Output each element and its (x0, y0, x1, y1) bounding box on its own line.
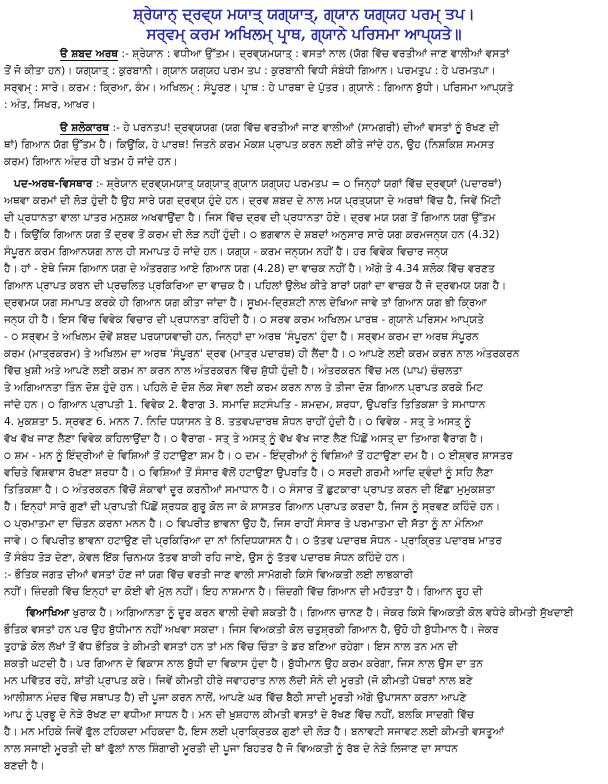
body-line: ਤੋਂ ਸੰਬੰਧ ਤੋੜ ਦੇਣਾ, ਕੇਵਲ ਇੱਕ ਚਿਨਮਯ ਤੱਤਵ ਬਾਕੀ ਰਹਿ ਜਾਏ, ਉਸ ਨੂੰ ਤੱਤਵ ਪਦਾਰਥ ਸੋਧਨ ਕਹਿੰਦੇ ਹਨ। (4, 552, 406, 564)
body-line: ਵਚਿਤੇ ਵਿਸ਼ਵਾਸ ਰੱਖਣਾ ਸ਼ਰਧਾ ਹੈ। ੦ ਵਿਸ਼ਿਆਂ ਤੋਂ ਸੰਸਾਰ ਵੱਲੋਂ ਹਟਾਉਣਾ ਉਪਰਤਿ ਹੈ। ੦ ਸਰਦੀ ਗਰਮੀ ਆਦਿ ਦ੍ਵੰਦਾਂ ਨੂੰ ਸਹਿ ਲੈਣਾ (4, 467, 494, 479)
body-line: ਹੈ। ਹਾਂ - ਏਥੇ ਜਿਸ ਗਿਆਨ ਯਗ ਦੇ ਅੰਤਰਗਤ ਆਏ ਗਿਆਨ ਯਗ (4.28) ਦਾ ਵਾਚਕ ਨਹੀਂ ਹੈ। ਅੱਗੇ ਤੇ 4.34 ਸ਼ਲੋਕ ਵਿੱਚ ਵਰਣਤ (4, 263, 495, 275)
body-line: ਵੱਖ ਵੱਖ ਜਾਣ ਲੈਣਾ ਵਿਵੇਕ ਕਹਿਲਾਉਂਦਾ ਹੈ। ੦ ਵੈਰਾਗ - ਸਤ੍ ਤੇ ਅਸਤ੍ ਨੂੰ ਵੱਖ ਵੱਖ ਜਾਣ ਲੈਣ ਪਿੱਛੋਂ ਅਸਤ੍ ਦਾ ਤਿਆਗ ਵੈਰਾਗ ਹੈ। (4, 433, 484, 445)
body-line: : ਅੰਤ, ਸਿਖਰ, ਆਖਰ। (4, 99, 96, 111)
body-line: ਨਾਲ ਸਜਾਈ ਮੂਰਤੀ ਦੀ ਥਾਂ ਫੁੱਲਾਂ ਨਾਲ ਸ਼ਿੰਗਾਰੀ ਮੂਰਤੀ ਦੀ ਪੂਜਾ ਬਿਹਤਰ ਹੈ ਜੋ ਵਿਅਕਤੀ ਨੂੰ ਰੱਬ ਦੇ ਨੇੜੇ ਲਿਜਾਣ ਦਾ ਸਾਧਨ (4, 743, 458, 755)
body-line: ਵਿੱਚ ਖ਼ੁਸ਼ੀ ਅਤੇ ਆਪਣੇ ਲਈ ਕਰਮ ਨਾ ਕਰਨ ਨਾਲ ਅੰਤਰਕਰਨ ਵਿੱਚ ਸ਼ੁੱਧੀ ਹੁੰਦੀ ਹੈ। ਅੰਤਰਕਰਨ ਵਿੱਚ ਮਲ (ਪਾਪ) ਚੰਚਲਤਾ (4, 365, 463, 377)
body-line: - ੦ ਸਰ੍ਵਮ ਤੇ ਅਖਿਲਮ ਦੋਵੇਂ ਸ਼ਬਦ ਪਰਯਾਯਵਾਚੀ ਹਨ, ਜਿਨ੍ਹਾਂ ਦਾ ਅਰਥ 'ਸੰਪੂਰਨ' ਹੁੰਦਾ ਹੈ। ਸਰ੍ਵਮ ਕਰਮ ਦਾ ਅਰਥ ਸੰਪੂਰਨ (4, 331, 479, 343)
body-line: :- ਭੌਤਿਕ ਜਗਤ ਦੀਆਂ ਵਸਤਾਂ ਹੋਣ ਜਾਂ ਯਗ ਵਿੱਚ ਵਰਤੀ ਜਾਣ ਵਾਲੀ ਸਾਮੱਗਰੀ ਕਿਸੇ ਵਿਅਕਤੀ ਲਈ ਲਾਭਕਾਰੀ (4, 569, 414, 581)
shabad-arth-label: ੳ ਸ਼ਬਦ ਅਰਥ (60, 48, 119, 60)
body-line: ਦ੍ਰਵਮਯ ਯਗ ਸਮਾਪਤ ਕਰਕੇ ਹੀ ਗਿਆਨ ਯਗ ਕੀਤਾ ਜਾਂਦਾ ਹੈ। ਸੂਖਮ-ਦ੍ਰਿਸ਼ਟੀ ਨਾਲ ਦੇਖਿਆ ਜਾਵੇ ਤਾਂ ਗਿਆਨ ਯਗ ਭੀ ਕ੍ਰਿਆ (4, 297, 487, 309)
body-line: ਤੁਹਾਡੇ ਕੋਲ ਲੱਖਾਂ ਤੋਂ ਵੱਧ ਭੌਤਿਕ ਤੇ ਕੀਮਤੀ ਵਸਤਾਂ ਹਨ ਤਾਂ ਮਨ ਵਿੱਚ ਚਿੰਤਾ ਤੇ ਡਰ ਬਣਿਆ ਰਹੇਗਾ। ਇਸ ਨਾਲ ਤਨ ਮਨ ਦੀ (4, 641, 458, 653)
verse-line-1: ਸ਼੍ਰੇਯਾਨ੍ ਦ੍ਰਵ੍ਯ ਮਯਾਤ੍ ਯਗ੍ਯਾਤ੍, ਗ੍ਯਾਨ ਯਗ੍ਯਹ ਪਰਮ੍ ਤਪ। (133, 5, 475, 23)
shlokarath-line (4, 120, 604, 137)
body-line: ਜਾਂਦੇ ਹਨ। ੦ ਗਿਆਨ ਪ੍ਰਾਪਤੀ 1. ਵਿਵੇਕ 2. ਵੈਰਾਗ 3. ਸਮਾਦਿ ਸ਼ਟਸੰਪਤਿ - ਸ਼ਮਦਮ, ਸ਼ਰਧਾ, ਉਪਰਤਿ ਤਿਤਿਕਸ਼ਾ ਤੇ ਸਮਾਧਾਨ (4, 399, 486, 411)
body-line: ਗਿਆਨ ਪ੍ਰਾਪਤ ਕਰਨ ਦੀ ਪ੍ਰਚਲਿਤ ਪ੍ਰਕਿਰਿਆ ਦਾ ਵਾਚਕ ਹੈ। ਪਹਿਲਾਂ ਉਲੇਖ ਕੀਤੇ ਬਾਰਾਂ ਯਗਾਂ ਦਾ ਵਾਚਕ ਹੈ ਜੋ ਦ੍ਰਵਮਯ ਯਗ ਹੈ। (4, 280, 507, 292)
body-line: ਬਣਦੀ ਹੈ। (4, 760, 45, 772)
body-line: ਆਲੀਸ਼ਾਨ ਮੰਦਰ ਵਿੱਚ ਸਥਾਪਤ ਹੈ) ਦੀ ਪੂਜਾ ਕਰਨ ਨਾਲੋਂ, ਆਪਣੇ ਘਰ ਵਿੱਚ ਬੈਠੀ ਸਾਦੀ ਮੂਰਤੀ ਅੱਗੇ ਉਪਾਸਨਾ ਕਰਨਾ ਆਪਣੇ (4, 692, 467, 704)
shabad-arth-line (4, 46, 604, 63)
body-line (4, 775, 604, 784)
body-line: ਸਰ੍ਵਮ੍ : ਸਾਰੇ। ਕਰਮ : ਕ੍ਰਿਆ, ਕੰਮ। ਅਖਿਲਮ੍ : ਸੰਪੂਰਣ। ਪਾਰ੍ਥ : ਹੇ ਪਾਰਥਾ ਦੇ ਪੁੱਤਰ। ਗ੍ਯਾਨੇ : ਗਿਆਨ ਬੁੱਧੀ। ਪਰਿਸਮਾ ਆਪ੍ਯਤੇ (4, 82, 514, 94)
vyakhya-label: ਵਿਆਖਿਆ (26, 607, 70, 619)
body-line: ਤਿਤਿਕਸ਼ਾ ਹੈ। ੦ ਅੰਤਰਕਰਨ ਵਿੱਚੋਂ ਸ਼ੰਕਾਵਾਂ ਦੂਰ ਕਰਨੀਆਂ ਸਮਾਧਾਨ ਹੈ। ੦ ਸੰਸਾਰ ਤੋਂ ਛੁਟਕਾਰਾ ਪ੍ਰਾਪਤ ਕਰਨ ਦੀ ਇੱਛਾ ਮੁਮੁਕਸ਼ਤਾ (4, 484, 495, 496)
body-line: ਅਥਵਾ ਕਰਮਾਂ ਦੀ ਲੋੜ ਹੁੰਦੀ ਹੈ ਉਹ ਸਾਰੇ ਯਗ ਦ੍ਰਵ੍ਯ ਹੁੰਦੇ ਹਨ। ਦ੍ਰਵ ਸ਼ਬਦ ਦੇ ਨਾਲ ਮਯ ਪ੍ਰਤ੍ਯਯਾ ਦੇ ਅਰਥਾਂ ਵਿੱਚ ਹੈ, ਜਿਵੇਂ ਮਿੱਟੀ (4, 195, 501, 207)
shlokarath-label: ੳ ਸ਼ਲੋਕਾਰਥ (60, 122, 110, 134)
body-line: ਹੈ। ਮਨ ਮਹਿਕੇ ਜਿਵੇਂ ਫੁੱਲ ਟਹਿਕਦਾ ਮਹਿਕਦਾ ਹੈ, ਇਸ ਲਈ ਪ੍ਰਾਕ੍ਰਿਤਕ ਗੁਣਾਂ ਦੀ ਲੋੜ ਹੈ। ਬਨਾਵਟੀ ਸਜਾਵਟ ਲਈ ਕੀਮਤੀ ਵਸਤੂਆਂ (4, 726, 505, 738)
body-line: :- ਸ਼੍ਰੇਯਾਨ : ਵਧੀਆ ਉੱਤਮ। ਦ੍ਰਵ੍ਯਮਯਾਤ੍ : ਵਸਤਾਂ ਨਾਲ (ਯੱਗ ਵਿੱਚ ਵਰਤੀਆਂ ਜਾਣ ਵਾਲੀਆਂ ਵਸਤਾਂ (121, 48, 510, 60)
body-line: ੦ ਪ੍ਰਮਾਤਮਾ ਦਾ ਚਿੰਤਨ ਕਰਨਾ ਮਨਨ ਹੈ। ੦ ਵਿਪਰੀਤ ਭਾਵਨਾ ਉਹ ਹੈ, ਜਿਸ ਰਾਹੀਂ ਸੰਸਾਰ ਤੇ ਪਰਮਾਤਮਾ ਦੀ ਸੱਤਾ ਨੂੰ ਨਾ ਮੰਨਿਆ (4, 518, 484, 530)
body-line: ਜਾਵੇ। ੦ ਵਿਪਰੀਤ ਭਾਵਨਾ ਹਟਾਉਣ ਦੀ ਪ੍ਰਕਿਰਿਆ ਦਾ ਨਾਂ ਨਿਦਿਧਯਾਸਨ ਹੈ। ੦ ਤੱਤਵ ਪਦਾਰਥ ਸੋਧਨ - ਪ੍ਰਾਕ੍ਰਿਤ ਪਦਾਰਥ ਮਾਤਰ (4, 535, 502, 547)
body-line: ਦੀ ਪ੍ਰਧਾਨਤਾ ਵਾਲਾ ਪਾਤਰ ਮਨੁਸ਼ਕ ਅਖਵਾਉਂਦਾ ਹੈ। ਜਿਸ ਵਿੱਚ ਦ੍ਰਵ ਦੀ ਪ੍ਰਧਾਨਤਾ ਹੋਏ। ਦ੍ਰਵ ਮਯ ਯਗ ਤੋਂ ਗਿਆਨ ਯਗ ਉੱਤਮ (4, 212, 496, 224)
body-line: :- ਹੇ ਪਰਨਤਪ! ਦ੍ਰਵ੍ਯਯਗ (ਯਗ ਵਿੱਚ ਵਰਤੀਆਂ ਜਾਣ ਵਾਲੀਆਂ (ਸਾਮਗਰੀ) ਦੀਆਂ ਵਸਤਾਂ ਨੂੰ ਰੱਖਣ ਦੀ (112, 122, 500, 134)
body-line: ਖੁਰਾਕ ਹੈ। ਅਗਿਆਨਤਾ ਨੂੰ ਦੂਰ ਕਰਨ ਵਾਲੀ ਦੇਵੀ ਸ਼ਕਤੀ ਹੈ। ਗਿਆਨ ਚਾਨਣ ਹੈ। ਜੇਕਰ ਕਿਸੇ ਵਿਅਕਤੀ ਕੋਲ ਵਧੇਰੇ ਕੀਮਤੀ ਸੁੱਖਦਾਈ (72, 607, 574, 619)
body-line: ਮਨ ਪਵਿੱਤਰ ਰਹੇ, ਸ਼ਾਂਤੀ ਪ੍ਰਾਪਤ ਕਰੇ। ਜਿਵੇਂ ਕੀਮਤੀ ਹੀਰੇ ਜਵਾਹਰਾਤ ਨਾਲ ਲੱਦੀ ਸੋਨੇ ਦੀ ਮੂਰਤੀ (ਜੋ ਕੀਮਤੀ ਪੱਥਰਾਂ ਨਾਲ ਬਣੇ (4, 675, 473, 687)
body-line: ਸੰਪੂਰਨ ਕਰਮ ਗਿਆਨਯਗ ਨਾਲ ਹੀ ਸਮਾਪਤ ਹੋ ਜਾਂਦੇ ਹਨ। ਯਗ੍ਯ - ਕਰਮ ਜਨ੍ਯਮ ਨਹੀਂ ਹੈ। ਹਰ ਵਿਵੇਕ ਵਿਚਾਰ ਜਨ੍ਯ (4, 246, 449, 258)
body-line: ਥਾਂ) ਗਿਆਨ ਯੱਗ ਉੱਤਮ ਹੈ। ਕਿਉਂਕਿ, ਹੇ ਪਾਰਥ! ਜਿਤਨੇ ਕਰਮ ਮੋਕਸ਼ ਪ੍ਰਾਪਤ ਕਰਨ ਲਈ ਕੀਤੇ ਜਾਂਦੇ ਹਨ, ਉਹ (ਨਿਸ਼ਕਿਸ਼ ਸਮਸਤ (4, 139, 495, 151)
pad-arth-line (4, 176, 604, 193)
vyakhya-line (4, 605, 604, 622)
body-line: ਭੌਤਿਕ ਵਸਤਾਂ ਹਨ ਪਰ ਉਹ ਬੁੱਧੀਮਾਨ ਨਹੀਂ ਅਖਵਾ ਸਕਦਾ। ਜਿਸ ਵਿਅਕਤੀ ਕੋਲ ਚਤੁਸ਼੍ਰਕੀ ਗਿਆਨ ਹੈ, ਉਹੋ ਹੀ ਬੁੱਧੀਮਾਨ ਹੈ। ਜੇਕਰ (4, 624, 499, 636)
pad-arth-label: ਪਦ-ਅਰਥ-ਵਿਸਥਾਰ (14, 178, 93, 190)
body-line: ਜਨ੍ਯ ਹੀ ਹੈ। ਇਸ ਵਿੱਚ ਵਿਵੇਕ ਵਿਚਾਰ ਦੀ ਪ੍ਰਧਾਨਤਾ ਰਹਿੰਦੀ ਹੈ। ੦ ਸਰਵ ਕਰਮ ਅਖਿਲਮ ਪਾਰਥ - ਗ੍ਯਾਨੇ ਪਰਿਸਮ ਆਪ੍ਯਤੇ (4, 314, 484, 326)
body-line: ਤੇ ਅਗਿਆਨਤਾ ਤਿੰਨ ਦੋਸ਼ ਹੁੰਦੇ ਹਨ। ਪਹਿਲੇ ਦੋ ਦੋਸ਼ ਲੋਕ ਸੇਵਾ ਲਈ ਕਰਮ ਕਰਨ ਨਾਲ ਤੇ ਤੀਜਾ ਦੋਸ਼ ਗਿਆਨ ਪ੍ਰਾਪਤ ਕਰਕੇ ਮਿਟ (4, 382, 484, 394)
verse-line-2: ਸਰ੍ਵਮ੍ ਕਰਮ ਅਖਿਲਮ੍ ਪਾਰ੍ਥ, ਗ੍ਯਾਨੇ ਪਰਿਸਮਾ ਆਪ੍ਯਤੇ॥ (146, 25, 462, 43)
body-line: ਤੋਂ ਜੋ ਕੀਤਾ ਹਨ)। ਯਗ੍ਯਾਤ੍ : ਕੁਰਬਾਨੀ। ਗ੍ਯਾਨ ਯਗ੍ਯਹ ਪਰਮ ਤਪ : ਕੁਰਬਾਨੀ ਵਿਧੀ ਸੰਬੰਧੀ ਗਿਆਨ। ਪਰਮਤੁਪ : ਹੇ ਪਰਮਤਪਾ। (4, 65, 496, 77)
body-line: ਹੈ। ਕਿਉਂਕਿ ਗਿਆਨ ਯਗ ਤੋਂ ਦ੍ਰਵ ਤੋਂ ਕਰਮ ਦੀ ਲੋੜ ਨਹੀਂ ਹੁੰਦੀ। ੦ ਭਗਵਾਨ ਦੇ ਸ਼ਬਦਾਂ ਅਨੁਸਾਰ ਸਾਰੇ ਯਗ ਕਰਮਜਨ੍ਯ ਹਨ (4.32) (4, 229, 500, 241)
body-line: ਆਪ ਨੂੰ ਪ੍ਰਭੂ ਦੇ ਨੇੜੇ ਰੱਖਣ ਦਾ ਵਧੀਆ ਸਾਧਨ ਹੈ। ਮਨ ਦੀ ਖ਼ੁਸ਼ਹਾਲ ਕੀਮਤੀ ਵਸਤਾਂ ਦੇ ਰੱਖਣ ਵਿੱਚ ਨਹੀਂ, ਬਲਕਿ ਸਾਦਗੀ ਵਿੱਚ (4, 709, 475, 721)
body-line: :- ਸ਼੍ਰੇਯਾਨ ਦ੍ਰਵ੍ਯਮਯਾਤ੍ ਯਗ੍ਯਾਤ੍ ਗ੍ਯਾਨ ਯਗ੍ਯਹ ਪਰਮਤਪ = ੦ ਜਿਨ੍ਹਾਂ ਯਗਾਂ ਵਿੱਚ ਦ੍ਰਵ੍ਯਾਂ (ਪਦਾਰਥਾਂ) (95, 178, 502, 190)
body-line: ਹੈ। ਇਨ੍ਹਾਂ ਸਾਰੇ ਗੁਣਾਂ ਦੀ ਪ੍ਰਾਪਤੀ ਪਿੱਛੋਂ ਸ਼੍ਰਧਕ ਗੁਰੂ ਕੋਲ ਜਾ ਕੇ ਸ਼ਾਸਤਰ ਗਿਆਨ ਪ੍ਰਾਪਤ ਕਰਦਾ ਹੈ, ਜਿਸ ਨੂੰ ਸ੍ਰਵਣ ਕਹਿੰਦੇ ਹਨ। (4, 501, 501, 513)
body-line: ਸ਼ਕਤੀ ਘਟਦੀ ਹੈ। ਪਰ ਗਿਆਨ ਦੇ ਵਿਕਾਸ ਨਾਲ ਬੁੱਧੀ ਦਾ ਵਿਕਾਸ ਹੁੰਦਾ ਹੈ। ਬੁੱਧੀਮਾਨ ਉਹ ਕਰਮ ਕਰੇਗਾ, ਜਿਸ ਨਾਲ ਉਸ ਦਾ ਤਨ (4, 658, 483, 670)
body-line: ਕਰਮ) ਗਿਆਨ ਅੰਦਰ ਹੀ ਖਤਮ ਹੋ ਜਾਂਦੇ ਹਨ। (4, 156, 178, 168)
body-line: ਨਹੀਂ। ਜ਼ਿੰਦਗੀ ਵਿੱਚ ਇਨ੍ਹਾਂ ਦਾ ਕੋਈ ਵੀ ਮੁੱਲ ਨਹੀਂ। ਇਹ ਨਾਸ਼ਮਾਨ ਹੈ। ਜ਼ਿੰਦਗੀ ਵਿੱਚ ਗਿਆਨ ਦੀ ਮਹੱਤਤਾ ਹੈ। ਗਿਆਨ ਰੂਹ ਦੀ (4, 586, 483, 598)
body-line: 4. ਮੁਕਸ਼ਤਾ 5. ਸ੍ਰਵਣ 6. ਮਨਨ 7. ਨਿਦਿ ਧਯਾਸਨ ਤੇ 8. ਤਤਵਪਦਾਰਥ ਸ਼ੋਧਨ ਰਾਹੀਂ ਹੁੰਦੀ ਹੈ। ੦ ਵਿਵੇਕ - ਸਤ੍ ਤੇ ਅਸਤ੍ ਨੂੰ (4, 416, 472, 428)
body-line: ਕਰਮ (ਮਾਤ੍ਰਕਰਮ) ਤੇ ਅਖਿਲਮ ਦਾ ਅਰਥ 'ਸੰਪੂਰਨ' ਦ੍ਰਵ (ਮਾਤ੍ਰ ਪਦਾਰਥ) ਹੀ ਲੈਂਦਾ ਹੈ। ੦ ਆਪਣੇ ਲਈ ਕਰਮ ਕਰਨ ਨਾਲ ਅੰਤਰਕਰਨ (4, 348, 520, 360)
body-line: ੦ ਸ਼ਮ - ਮਨ ਨੂੰ ਇੰਦ੍ਰੀਆਂ ਦੇ ਵਿਸ਼ਿਆਂ ਤੋਂ ਹਟਾਉਣਾ ਸ਼ਮ ਹੈ। ੦ ਦਮ - ਇੰਦ੍ਰੀਆਂ ਨੂੰ ਵਿਸ਼ਿਆਂ ਤੋਂ ਹਟਾਉਣਾ ਦਮ ਹੈ। ੦ ਈਸ਼੍ਵਰ ਸ਼ਾਸਤਰ (4, 450, 513, 462)
